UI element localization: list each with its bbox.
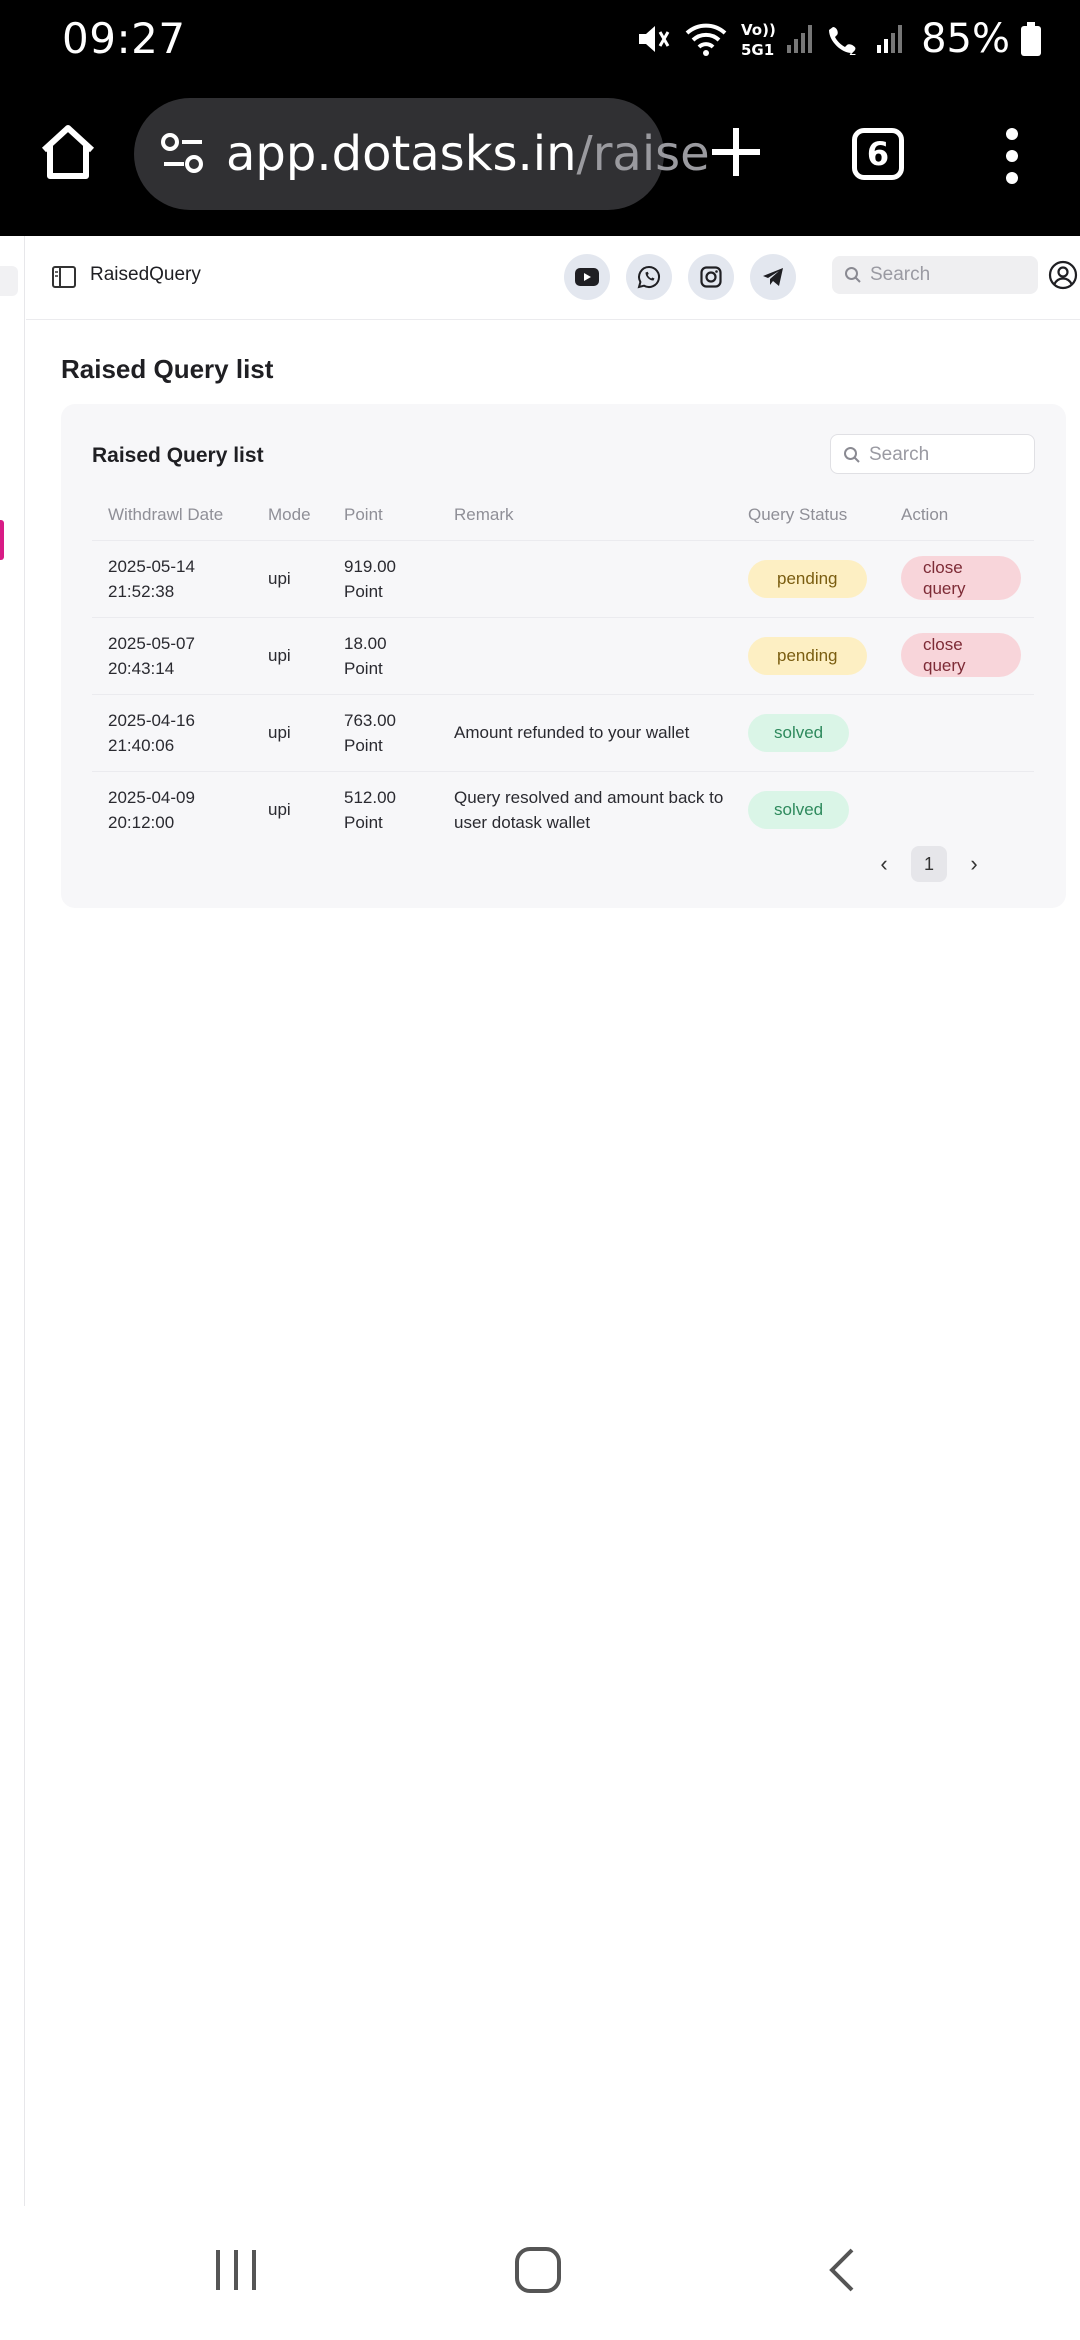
page-title: Raised Query list xyxy=(61,354,274,384)
close-query-label-1: close xyxy=(923,635,963,655)
site-settings-icon[interactable] xyxy=(160,132,206,174)
browser-toolbar xyxy=(0,84,1080,236)
date-cell xyxy=(92,617,252,694)
point-cell xyxy=(328,540,438,617)
time: 21:40:06 xyxy=(108,735,175,755)
status-badge: pending xyxy=(748,560,867,598)
date-cell xyxy=(92,540,252,617)
address-bar[interactable] xyxy=(134,98,710,210)
header-search-input[interactable] xyxy=(870,262,1030,288)
status-badge: solved xyxy=(748,791,849,829)
search-icon xyxy=(843,446,861,464)
prev-page-button[interactable]: ‹ xyxy=(880,851,888,876)
search-icon xyxy=(844,266,862,284)
sidebar-expand-chip[interactable] xyxy=(0,266,18,296)
wifi-icon xyxy=(683,19,729,59)
new-tab-icon[interactable] xyxy=(706,122,766,182)
svg-text:2: 2 xyxy=(849,44,857,58)
header-point: Point xyxy=(328,490,438,540)
point-value: 919.00 xyxy=(344,556,396,576)
home-icon[interactable] xyxy=(36,120,100,184)
telegram-icon xyxy=(762,267,784,287)
remark-cell xyxy=(438,540,732,617)
status-cell xyxy=(732,771,885,848)
close-query-label-2: query xyxy=(923,656,966,676)
time: 20:43:14 xyxy=(108,658,175,678)
status-time: 09:27 xyxy=(62,14,186,63)
date: 2025-05-07 xyxy=(108,633,195,653)
battery-icon xyxy=(1020,21,1042,57)
card-title: Raised Query list xyxy=(92,444,264,467)
point-cell xyxy=(328,694,438,771)
table-search-input[interactable] xyxy=(869,442,1029,468)
date: 2025-04-09 xyxy=(108,787,195,807)
pagination xyxy=(871,846,987,882)
status-icons xyxy=(633,16,1042,62)
status-cell xyxy=(732,617,885,694)
home-nav-icon[interactable] xyxy=(514,2246,562,2294)
date-cell xyxy=(92,771,252,848)
instagram-button[interactable] xyxy=(688,254,734,300)
status-cell xyxy=(732,540,885,617)
collapsed-sidebar xyxy=(0,236,25,2206)
table-row xyxy=(92,540,1034,617)
close-query-button[interactable] xyxy=(901,633,1021,677)
point-unit: Point xyxy=(344,735,383,755)
volte-5g-icon xyxy=(739,19,775,59)
close-query-button[interactable] xyxy=(901,556,1021,600)
status-cell xyxy=(732,694,885,771)
svg-text:Vo)): Vo)) xyxy=(741,21,776,39)
close-query-label-1: close xyxy=(923,558,963,578)
mode-cell: upi xyxy=(268,800,291,820)
svg-text:5G1: 5G1 xyxy=(741,41,775,59)
more-menu-icon[interactable] xyxy=(1002,126,1022,186)
close-query-label-2: query xyxy=(923,579,966,599)
action-cell xyxy=(885,540,1034,617)
point-unit: Point xyxy=(344,812,383,832)
mode-cell: upi xyxy=(252,617,328,694)
date: 2025-04-16 xyxy=(108,710,195,730)
header-mode: Mode xyxy=(252,490,328,540)
battery-level: 85% xyxy=(921,16,1010,62)
youtube-button[interactable] xyxy=(564,254,610,300)
signal-icon-2 xyxy=(875,19,905,59)
youtube-icon xyxy=(575,268,599,286)
table-header-row xyxy=(92,490,1034,540)
status-badge: solved xyxy=(748,714,849,752)
header-remark: Remark xyxy=(438,490,732,540)
user-profile-icon[interactable] xyxy=(1048,260,1078,290)
status-bar xyxy=(0,0,1080,84)
breadcrumb: RaisedQuery xyxy=(90,264,201,285)
top-nav xyxy=(26,236,1080,320)
whatsapp-button[interactable] xyxy=(626,254,672,300)
page-1-button[interactable]: 1 xyxy=(911,846,947,882)
table-search[interactable] xyxy=(830,434,1035,474)
date-cell xyxy=(92,694,252,771)
status-badge: pending xyxy=(748,637,867,675)
web-page xyxy=(0,236,1080,2206)
whatsapp-icon xyxy=(637,265,661,289)
header-query-status: Query Status xyxy=(732,490,885,540)
sidebar-toggle-icon[interactable] xyxy=(52,266,76,288)
table-row xyxy=(92,771,1034,848)
query-table xyxy=(92,490,1034,848)
wifi-call-icon xyxy=(825,19,865,59)
remark-cell xyxy=(438,617,732,694)
header-withdrawl-date: Withdrawl Date xyxy=(92,490,252,540)
point-unit: Point xyxy=(344,581,383,601)
point-unit: Point xyxy=(344,658,383,678)
table-row xyxy=(92,617,1034,694)
url-text xyxy=(226,126,710,182)
date: 2025-05-14 xyxy=(108,556,195,576)
url-path: /raise xyxy=(576,126,710,182)
remark-cell: Query resolved and amount back to user dotask wallet xyxy=(454,787,724,832)
recent-apps-icon[interactable] xyxy=(212,2246,260,2294)
signal-icon xyxy=(785,19,815,59)
mute-icon xyxy=(633,19,673,59)
time: 20:12:00 xyxy=(108,812,175,832)
system-nav-bar xyxy=(0,2206,1080,2340)
action-cell xyxy=(885,694,1034,771)
active-item-indicator xyxy=(0,520,4,560)
action-cell xyxy=(885,771,1034,848)
time: 21:52:38 xyxy=(108,581,175,601)
telegram-button[interactable] xyxy=(750,254,796,300)
point-cell xyxy=(328,617,438,694)
point-value: 18.00 xyxy=(344,633,387,653)
header-action: Action xyxy=(885,490,1034,540)
mode-cell: upi xyxy=(252,694,328,771)
mode-cell: upi xyxy=(252,540,328,617)
remark-cell: Amount refunded to your wallet xyxy=(438,694,732,771)
table-row xyxy=(92,694,1034,771)
tab-switcher-button[interactable]: 6 xyxy=(852,128,904,180)
url-host: app.dotasks.in xyxy=(226,126,577,182)
query-list-card xyxy=(61,404,1066,908)
back-icon[interactable] xyxy=(824,2246,860,2294)
point-cell xyxy=(328,771,438,848)
point-value: 763.00 xyxy=(344,710,396,730)
point-value: 512.00 xyxy=(344,787,396,807)
header-search[interactable] xyxy=(832,256,1038,294)
next-page-button[interactable]: › xyxy=(970,851,978,876)
instagram-icon xyxy=(700,266,722,288)
action-cell xyxy=(885,617,1034,694)
